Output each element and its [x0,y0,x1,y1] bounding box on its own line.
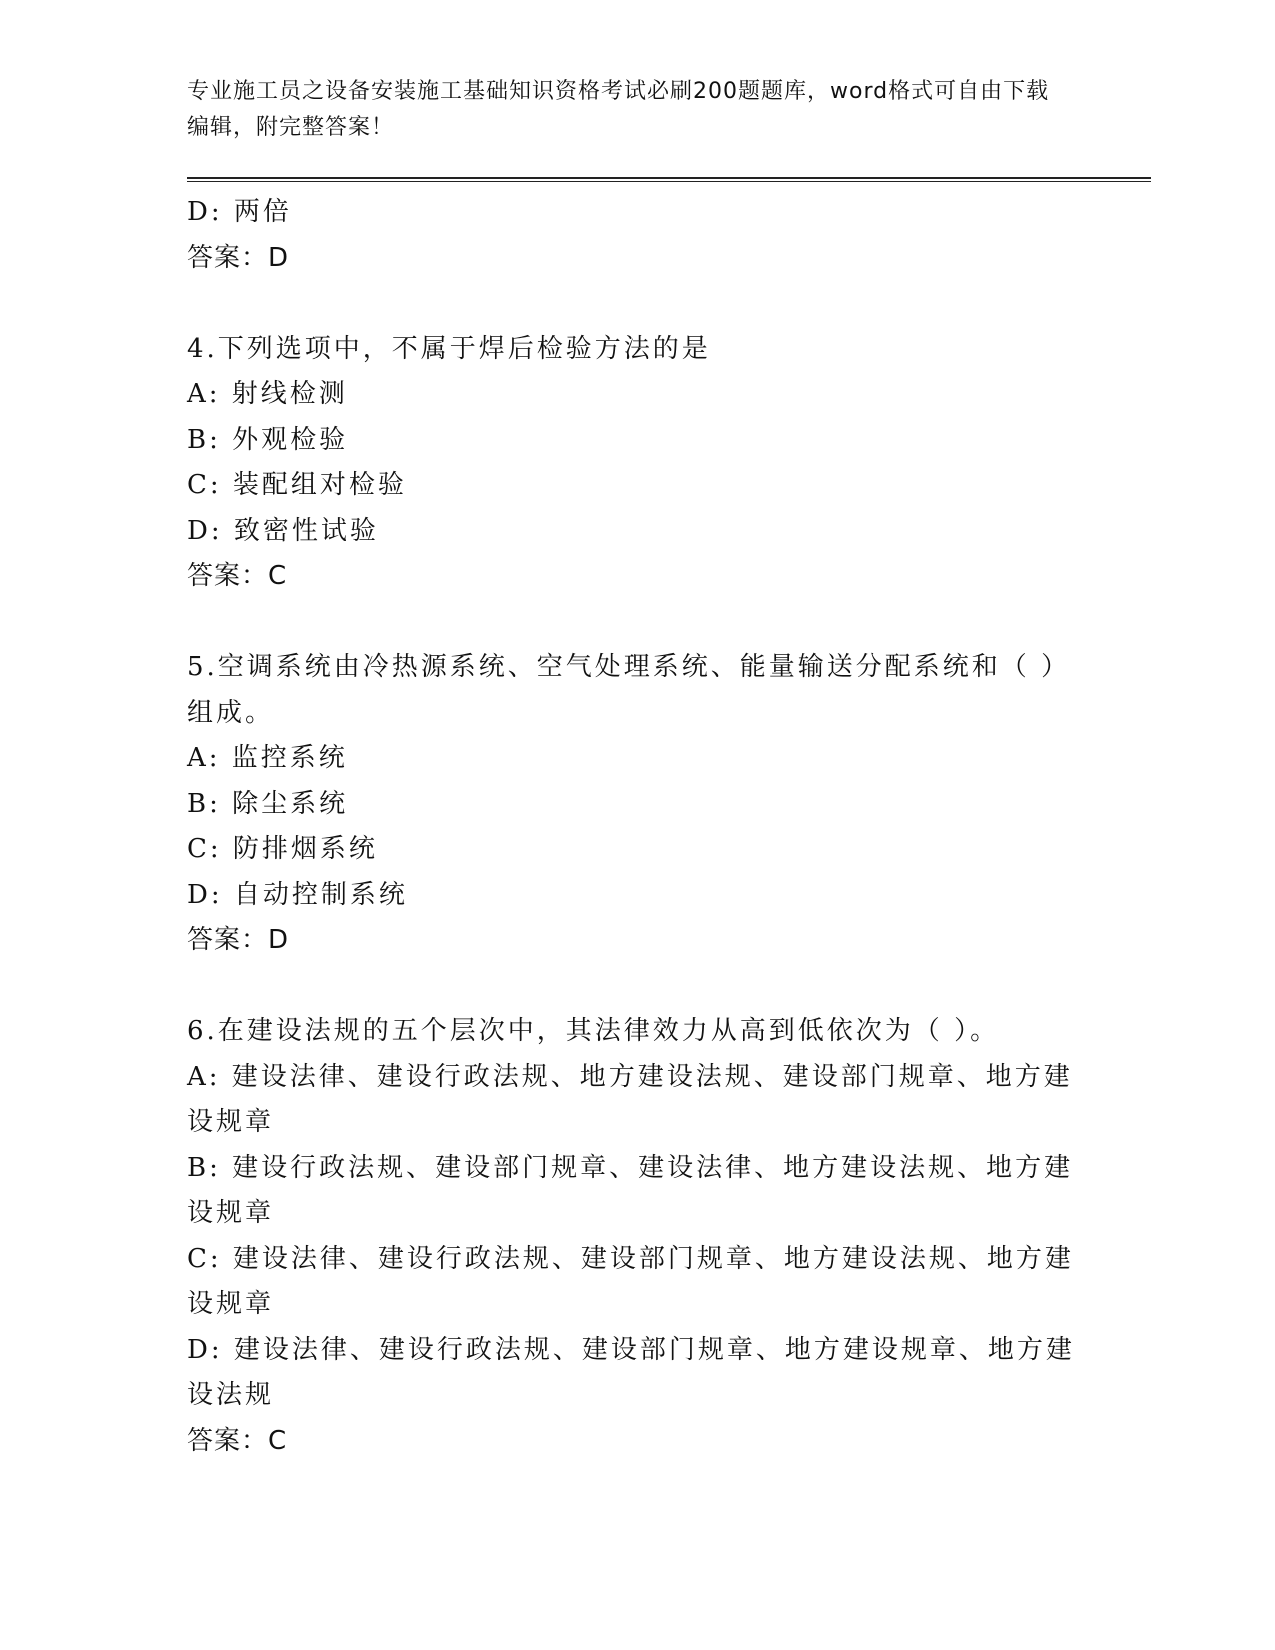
q4-title: 4.下列选项中，不属于焊后检验方法的是 [187,333,711,364]
q6-option-b-line2: 设规章 [187,1198,275,1228]
q4-option-a: A: 射线检测 [187,379,348,409]
q6-option-d-line2: 设法规 [187,1380,275,1410]
q6-option-c-line2: 设规章 [187,1289,275,1319]
q3-answer: 答案：D [187,242,290,273]
q5-option-a: A: 监控系统 [187,743,348,773]
spacer [187,281,1087,327]
q4-option-c: C: 装配组对检验 [187,470,407,500]
q5-option-b: B: 除尘系统 [187,788,349,819]
q6-option-b-line1: B: 建设行政法规、建设部门规章、建设法律、地方建设法规、地方建 [187,1152,1074,1183]
q6-option-a-line2: 设规章 [187,1107,275,1137]
spacer [187,600,1087,646]
q4-option-b: B: 外观检验 [187,424,349,455]
document-header: 专业施工员之设备安装施工基础知识资格考试必刷200题题库，word格式可自由下载编辑，附完整答案！ [187,79,1050,140]
q5-option-d: D: 自动控制系统 [187,879,408,910]
q3-option-d: D: 两倍 [187,197,292,227]
spacer [187,964,1087,1010]
q6-answer: 答案：C [187,1425,288,1456]
q6-option-c-line1: C: 建设法律、建设行政法规、建设部门规章、地方建设法规、地方建 [187,1243,1074,1274]
q4-option-d: D: 致密性试验 [187,515,379,546]
q6-option-d-line1: D: 建设法律、建设行政法规、建设部门规章、地方建设规章、地方建 [187,1334,1075,1365]
header-divider-thick [187,177,1151,179]
question-content [187,190,1087,1464]
q5-answer: 答案：D [187,925,290,955]
q5-option-c: C: 防排烟系统 [187,834,378,864]
q6-title: 6.在建设法规的五个层次中，其法律效力从高到低依次为（ ）。 [187,1016,1000,1046]
q5-title-line2: 组成。 [187,697,275,728]
q5-title-line1: 5.空调系统由冷热源系统、空气处理系统、能量输送分配系统和（ ） [187,652,1071,682]
q6-option-a-line1: A: 建设法律、建设行政法规、地方建设法规、建设部门规章、地方建 [187,1061,1073,1092]
q4-answer: 答案：C [187,561,288,591]
header-divider-thin [187,181,1151,182]
